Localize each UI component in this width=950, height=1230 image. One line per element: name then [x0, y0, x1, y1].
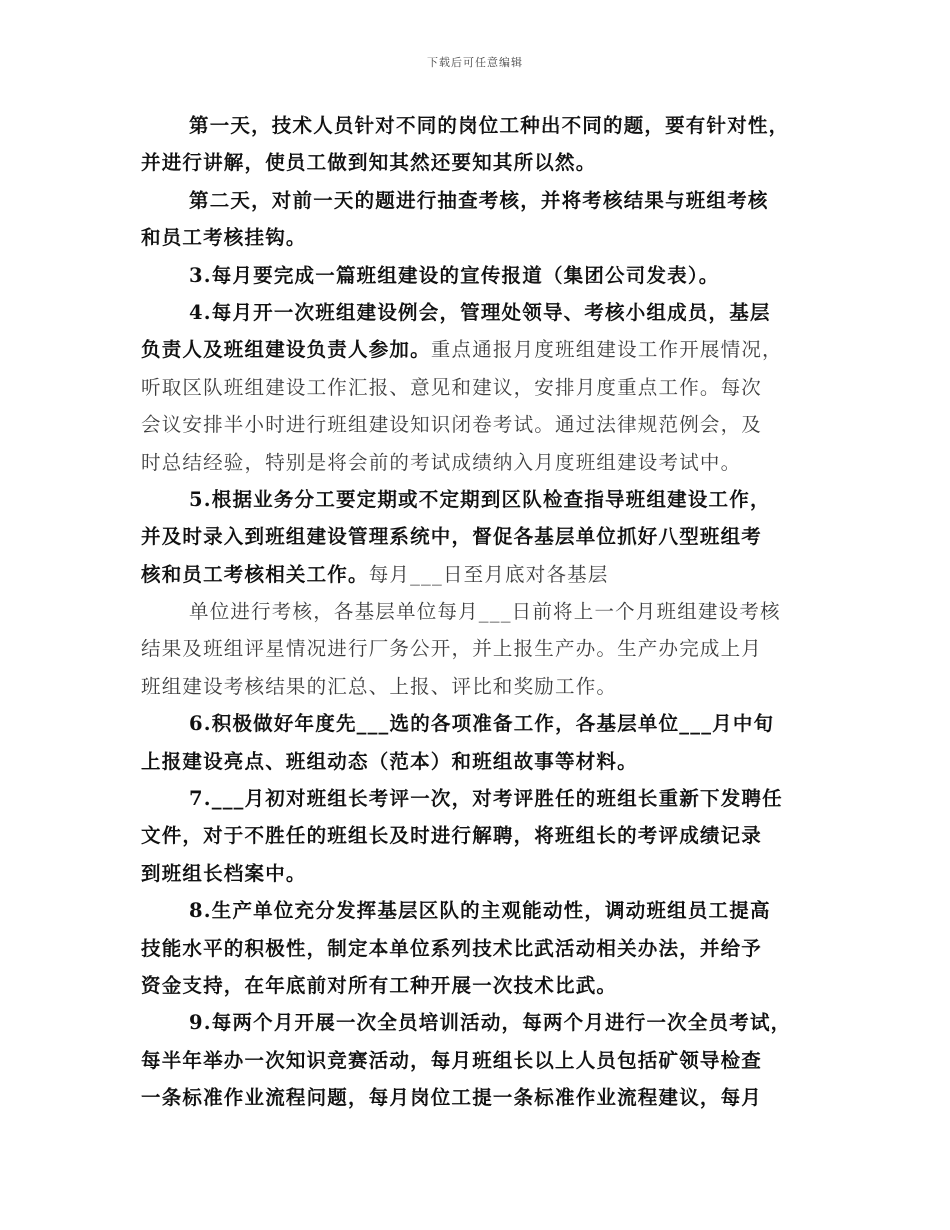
text-line: 第二天，对前一天的题进行抽查考核，并将考核结果与班组考核 — [189, 188, 769, 212]
text-line: 3.每月要完成一篇班组建设的宣传报道（集团公司发表）。 — [189, 263, 720, 287]
text-line: 7.___月初对班组长考评一次，对考评胜任的班组长重新下发聘任 — [189, 787, 783, 811]
text-line: 9.每两个月开展一次全员培训活动，每两个月进行一次全员考试， — [189, 1011, 792, 1035]
text-line: 班组建设考核结果的汇总、上报、评比和奖励工作。 — [141, 674, 618, 698]
text-line: 文件，对于不胜任的班组长及时进行解聘，将班组长的考评成绩记录 — [141, 824, 763, 848]
normal-text: 重点通报月度班组建设工作开展情况， — [430, 338, 783, 362]
text-line — [141, 556, 821, 593]
text-line: 技能水平的积极性，制定本单位系列技术比武活动相关办法，并给予 — [141, 936, 763, 960]
text-line: 资金支持，在年底前对所有工种开展一次技术比武。 — [141, 973, 618, 997]
text-line: 上报建设亮点、班组动态（范本）和班组故事等材料。 — [141, 749, 638, 773]
normal-text: 每月___日至月底对各基层 — [368, 562, 609, 586]
text-line: 第一天，技术人员针对不同的岗位工种出不同的题，要有针对性， — [189, 114, 790, 137]
text-line: 8.生产单位充分发挥基层区队的主观能动性，调动班组员工提高 — [189, 899, 771, 923]
page-header: 下载后可任意编辑 — [427, 56, 523, 69]
text-line: 并进行讲解，使员工做到知其然还要知其所以然。 — [141, 151, 597, 175]
text-line: 听取区队班组建设工作汇报、意见和建议，安排月度重点工作。每次 — [141, 375, 763, 399]
text-line: 时总结经验，特别是将会前的考试成绩纳入月度班组建设考试中。 — [141, 450, 742, 474]
text-line: 和员工考核挂钩。 — [141, 226, 307, 250]
text-line: 每半年举办一次知识竞赛活动，每月班组长以上人员包括矿领导检查 — [141, 1048, 763, 1072]
text-line: 一条标准作业流程问题，每月岗位工提一条标准作业流程建议，每月 — [141, 1086, 763, 1110]
text-line: 并及时录入到班组建设管理系统中，督促各基层单位抓好八型班组考 — [141, 525, 763, 549]
bold-text: 负责人及班组建设负责人参加。 — [141, 338, 431, 362]
text-line: 会议安排半小时进行班组建设知识闭卷考试。通过法律规范例会，及 — [141, 413, 763, 437]
text-line: 5.根据业务分工要定期或不定期到区队检查指导班组建设工作， — [189, 487, 771, 511]
text-line: 到班组长档案中。 — [141, 861, 307, 885]
text-line: 结果及班组评星情况进行厂务公开，并上报生产办。生产办完成上月 — [141, 637, 763, 661]
text-line: 单位进行考核，各基层单位每月___日前将上一个月班组建设考核 — [189, 600, 781, 624]
text-line — [141, 331, 821, 368]
bold-text: 核和员工考核相关工作。 — [141, 562, 369, 586]
document-body — [141, 107, 821, 1117]
text-line: 4.每月开一次班组建设例会，管理处领导、考核小组成员，基层 — [189, 300, 771, 324]
text-line: 6.积极做好年度先___选的各项准备工作，各基层单位___月中旬 — [189, 712, 775, 736]
